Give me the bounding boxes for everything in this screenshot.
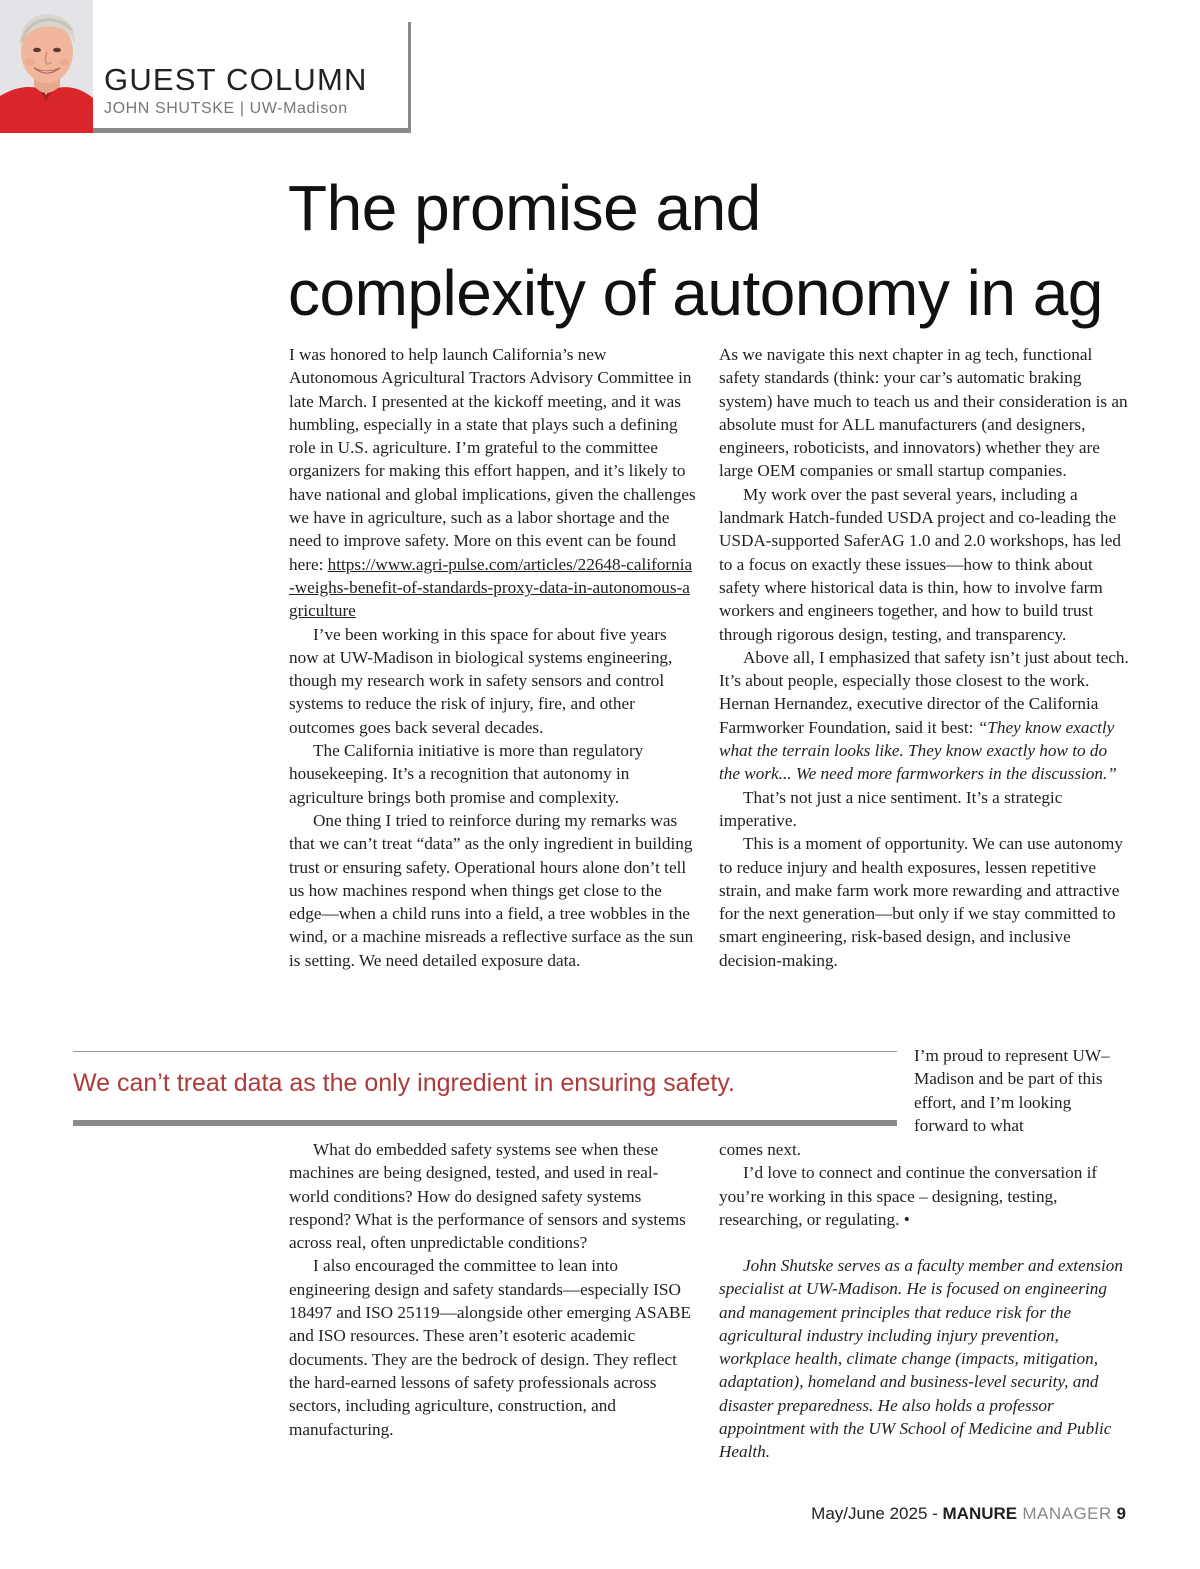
footer-brand-light: MANAGER — [1017, 1504, 1112, 1523]
headline-line-2: complexity of autonomy in ag — [288, 257, 1103, 329]
paragraph-text: I was honored to help launch California’s new Autonomous Agricultural Tractors Advisory Committee in late March. I presented at the kickoff meeting, and it was humbling, especially in a state that plays such a defining role in U.S. agriculture. I’m grateful to the committee organizers for making this effort happen, and it’s likely to have national and global implications, given the challenges we have in agriculture, such as a labor shortage and the need to improve safety. More on this event can be found here: — [289, 345, 696, 574]
pull-quote-rule-top — [73, 1051, 897, 1052]
bio-text: John Shutske serves as a faculty member and extension specialist at UW-Madison. He is focused on engineering and management principles that reduce risk for the agricultural industry including injury prevention, workplace health, climate change (impacts, mitigation, adaptation), homeland and business-level security, and disaster preparedness. He also holds a professor appointment with the UW School of Medicine and Public Health. — [719, 1256, 1123, 1462]
paragraph: comes next. — [719, 1140, 802, 1159]
paragraph: I’d love to connect and continue the conversation if you’re working in this space – designing, testing, researching, or regulating. • — [719, 1163, 1098, 1229]
pull-quote-rule-bottom — [73, 1120, 897, 1126]
paragraph: One thing I tried to reinforce during my remarks was that we can’t treat “data” as the only ingredient in building trust or ensuring safety. Operational hours alone don’t tell us how machines respond when things get close to the edge—when a child runs into a field, a tree wobbles in the wind, or a machine misreads a reflective surface as the sun is setting. We need detailed exposure data. — [289, 810, 694, 970]
farmworker-quote: “They know exactly what the terrain looks like. They know exactly how to do the work... We need more farmworkers in the discussion.” — [719, 717, 1117, 784]
column-label: GUEST COLUMN — [104, 62, 368, 97]
paragraph-text: Above all, I emphasized that safety isn’t just about tech. It’s about people, especially those closest to the work. Hernan Hernandez, executive director of the California Farmworker Foundation, said it best: — [719, 647, 1129, 737]
article-headline — [288, 166, 1188, 336]
paragraph — [719, 646, 1129, 786]
header-divider-horizontal — [93, 128, 411, 133]
footer-issue: May/June 2025 - — [811, 1504, 943, 1523]
header-divider-vertical — [408, 22, 411, 132]
author-photo — [0, 0, 93, 133]
article-link[interactable]: https://www.agri-pulse.com/articles/22648-california-weighs-benefit-of-standards-proxy-data-in-autonomous-agriculture — [289, 554, 693, 621]
paragraph: My work over the past several years, including a landmark Hatch-funded USDA project and co-leading the USDA-supported SaferAG 1.0 and 2.0 workshops, has led to a focus on exactly these issues—how to think about safety where historical data is thin, how to involve farm workers and engineers together, and how to build trust through rigorous design, testing, and transparency. — [719, 484, 1121, 644]
column-1-top — [289, 343, 697, 972]
pull-quote: We can’t treat data as the only ingredient in ensuring safety. — [73, 1069, 735, 1097]
footer-brand-bold: MANURE — [942, 1504, 1018, 1523]
page-footer — [811, 1504, 1126, 1524]
paragraph: The California initiative is more than regulatory housekeeping. It’s a recognition that autonomy in agriculture brings both promise and complexity. — [289, 741, 644, 807]
author-portrait-icon — [0, 0, 93, 133]
column-2-bottom — [719, 1138, 1129, 1231]
paragraph: I’ve been working in this space for about five years now at UW-Madison in biological systems engineering, though my research work in safety sensors and control systems to reduce the risk of injury, fire, and other outcomes goes back several decades. — [289, 624, 673, 737]
wrapped-paragraph: I’m proud to represent UW–Madison and be part of this effort, and I’m looking forward to what — [914, 1046, 1110, 1135]
column-header — [0, 0, 412, 134]
paragraph: This is a moment of opportunity. We can use autonomy to reduce injury and health exposures, lessen repetitive strain, and make farm work more rewarding and attractive for the next generation—but only if we stay committed to smart engineering, risk-based design, and inclusive decision-making. — [719, 834, 1124, 970]
paragraph — [289, 343, 697, 623]
paragraph: That’s not just a nice sentiment. It’s a strategic imperative. — [719, 787, 1063, 830]
paragraph: As we navigate this next chapter in ag tech, functional safety standards (think: your car’s automatic braking system) have much to teach us and their consideration is an absolute must for ALL manufacturers (and designers, engineers, roboticists, and innovators) whether they are large OEM companies or small startup companies. — [719, 345, 1128, 481]
headline-line-1: The promise and — [288, 172, 761, 244]
paragraph: What do embedded safety systems see when these machines are being designed, tested, and used in real-world conditions? How do designed safety systems respond? What is the performance of sensors and systems across real, often unpredictable conditions? — [289, 1140, 686, 1253]
page-number: 9 — [1111, 1504, 1126, 1523]
paragraph: I also encouraged the committee to lean into engineering design and safety standards—especially ISO 18497 and ISO 25119—alongside other emerging ASABE and ISO resources. These aren’t esoteric academic documents. They are the bedrock of design. They reflect the hard-earned lessons of safety professionals across sectors, including agriculture, construction, and manufacturing. — [289, 1256, 691, 1439]
author-byline: JOHN SHUTSKE | UW-Madison — [104, 100, 348, 117]
column-2-top — [719, 343, 1129, 972]
column-1-bottom — [289, 1138, 697, 1441]
author-bio — [719, 1254, 1129, 1464]
